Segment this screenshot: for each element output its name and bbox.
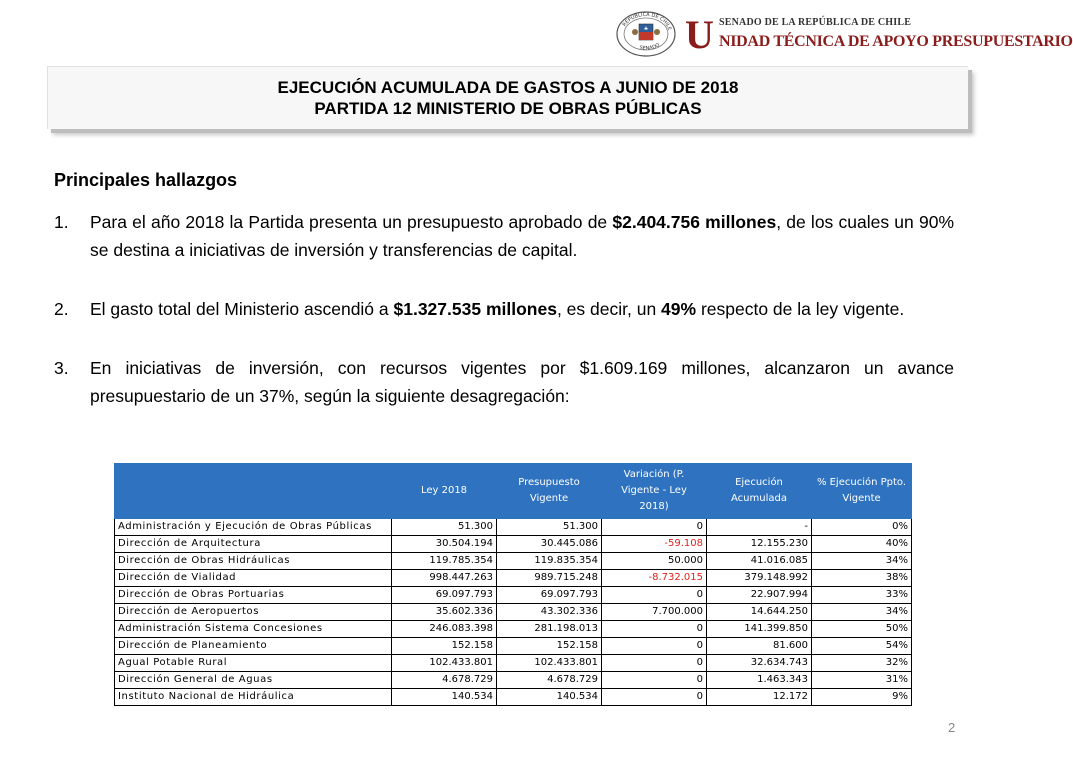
title-line-1: EJECUCIÓN ACUMULADA DE GASTOS A JUNIO DE 2018 [277,78,739,97]
column-header: Presupuesto Vigente [497,464,602,519]
finding-number: 2. [54,299,69,319]
table-cell-value: 152.158 [497,638,602,655]
table-cell-entity: Dirección de Aeropuertos [115,604,392,621]
table-row [115,519,912,536]
table-cell-value: 0 [602,519,707,536]
finding-number: 1. [54,212,69,232]
table-cell-value: 140.534 [392,689,497,706]
table-cell-value: 12.155.230 [707,536,812,553]
table-row [115,638,912,655]
table-cell-value: 4.678.729 [497,672,602,689]
brand-senate-text: SENADO DE LA REPÚBLICA DE CHILE [719,17,912,28]
table-cell-value: -8.732.015 [602,570,707,587]
section-title: Principales hallazgos [54,170,238,190]
finding-text: , es decir, un [556,299,662,319]
senate-seal [615,10,677,58]
table-cell-entity: Dirección de Arquitectura [115,536,392,553]
page-number: 2 [948,720,956,735]
table-cell-value: 0 [602,638,707,655]
table-cell-value: 0 [602,621,707,638]
table-cell-value: 33% [812,587,912,604]
column-header: Ejecución Acumulada [707,464,812,519]
brand-unit-name: NIDAD TÉCNICA DE APOYO PRESUPUESTARIO [719,33,1073,50]
table-row [115,655,912,672]
finding-item [54,208,954,264]
table-cell-entity: Dirección de Obras Portuarias [115,587,392,604]
table-cell-value: - [707,519,812,536]
table-row [115,536,912,553]
table-row [115,570,912,587]
finding-text: , de los cuales un 90% se destina a iniciativas de inversión y transferencias de capital. [90,212,955,260]
table-cell-value: 34% [812,553,912,570]
table-cell-value: 989.715.248 [497,570,602,587]
table-cell-value: 50% [812,621,912,638]
table-header-row [115,464,912,519]
table-cell-entity: Dirección de Planeamiento [115,638,392,655]
table-cell-value: 51.300 [497,519,602,536]
table-cell-value: 54% [812,638,912,655]
table-cell-value: 40% [812,536,912,553]
table-cell-value: 14.644.250 [707,604,812,621]
table-cell-value: 0 [602,689,707,706]
table-cell-value: 22.907.994 [707,587,812,604]
table-cell-value: 998.447.263 [392,570,497,587]
table-cell-entity: Dirección General de Aguas [115,672,392,689]
finding-item [54,354,954,410]
table-row [115,621,912,638]
table-cell-value: 34% [812,604,912,621]
table-cell-value: 0 [602,587,707,604]
seal-text-bottom: SENADO [639,42,661,52]
table-cell-value: 102.433.801 [392,655,497,672]
table-cell-entity: Dirección de Vialidad [115,570,392,587]
table-cell-value: 4.678.729 [392,672,497,689]
table-cell-value: 102.433.801 [497,655,602,672]
table-cell-value: 9% [812,689,912,706]
table-cell-value: 141.399.850 [707,621,812,638]
table-cell-value: 51.300 [392,519,497,536]
table-cell-entity: Agual Potable Rural [115,655,392,672]
table-row [115,587,912,604]
table-cell-value: 35.602.336 [392,604,497,621]
table-cell-value: 7.700.000 [602,604,707,621]
table-cell-value: 246.083.398 [392,621,497,638]
table-cell-value: 43.302.336 [497,604,602,621]
table-cell-value: 0% [812,519,912,536]
table-cell-value: 69.097.793 [392,587,497,604]
table-cell-entity: Administración y Ejecución de Obras Públicas [115,519,392,536]
finding-item [54,295,954,323]
table-cell-value: -59.108 [602,536,707,553]
column-header: Variación (P. Vigente - Ley 2018) [602,464,707,519]
table-cell-value: 30.445.086 [497,536,602,553]
findings-list [54,208,954,410]
table-row [115,672,912,689]
table-cell-value: 81.600 [707,638,812,655]
table-cell-value: 32% [812,655,912,672]
finding-text: El gasto total del Ministerio ascendió a [90,299,394,319]
finding-highlight: $1.327.535 millones [393,299,557,319]
table-cell-value: 30.504.194 [392,536,497,553]
table-cell-entity: Administración Sistema Concesiones [115,621,392,638]
table-cell-value: 32.634.743 [707,655,812,672]
finding-text: respecto de la ley vigente. [696,299,905,319]
utap-logo [685,12,1073,57]
finding-text: Para el año 2018 la Partida presenta un presupuesto aprobado de [90,212,613,232]
table-cell-value: 12.172 [707,689,812,706]
column-header: % Ejecución Ppto. Vigente [812,464,912,519]
finding-text: En iniciativas de inversión, con recursos vigentes por $1.609.169 millones, alcanzaron un avance presupuestario de un 37%, según la siguiente desagregación: [90,358,954,406]
table-cell-value: 119.835.354 [497,553,602,570]
table-cell-value: 119.785.354 [392,553,497,570]
table-cell-entity: Instituto Nacional de Hidráulica [115,689,392,706]
table-cell-value: 31% [812,672,912,689]
table-cell-value: 0 [602,672,707,689]
finding-highlight: $2.404.756 millones [612,212,777,232]
table-row [115,689,912,706]
table-cell-value: 50.000 [602,553,707,570]
seal-text-top: REPÚBLICA DE CHILE [621,11,673,32]
table-cell-value: 69.097.793 [497,587,602,604]
column-header: Ley 2018 [392,464,497,519]
table-cell-value: 140.534 [497,689,602,706]
table-row [115,604,912,621]
slide-title-box [47,66,968,129]
column-header [115,464,392,519]
title-line-2: PARTIDA 12 MINISTERIO DE OBRAS PÚBLICAS [314,99,702,118]
table-cell-value: 379.148.992 [707,570,812,587]
table-row [115,553,912,570]
table-cell-value: 38% [812,570,912,587]
table-cell-value: 281.198.013 [497,621,602,638]
table-cell-entity: Dirección de Obras Hidráulicas [115,553,392,570]
table-cell-value: 152.158 [392,638,497,655]
brand-initial: U [685,12,714,57]
table-cell-value: 0 [602,655,707,672]
investment-table [114,463,911,706]
finding-number: 3. [54,358,69,378]
table-cell-value: 1.463.343 [707,672,812,689]
finding-highlight: 49% [661,299,697,319]
table-cell-value: 41.016.085 [707,553,812,570]
